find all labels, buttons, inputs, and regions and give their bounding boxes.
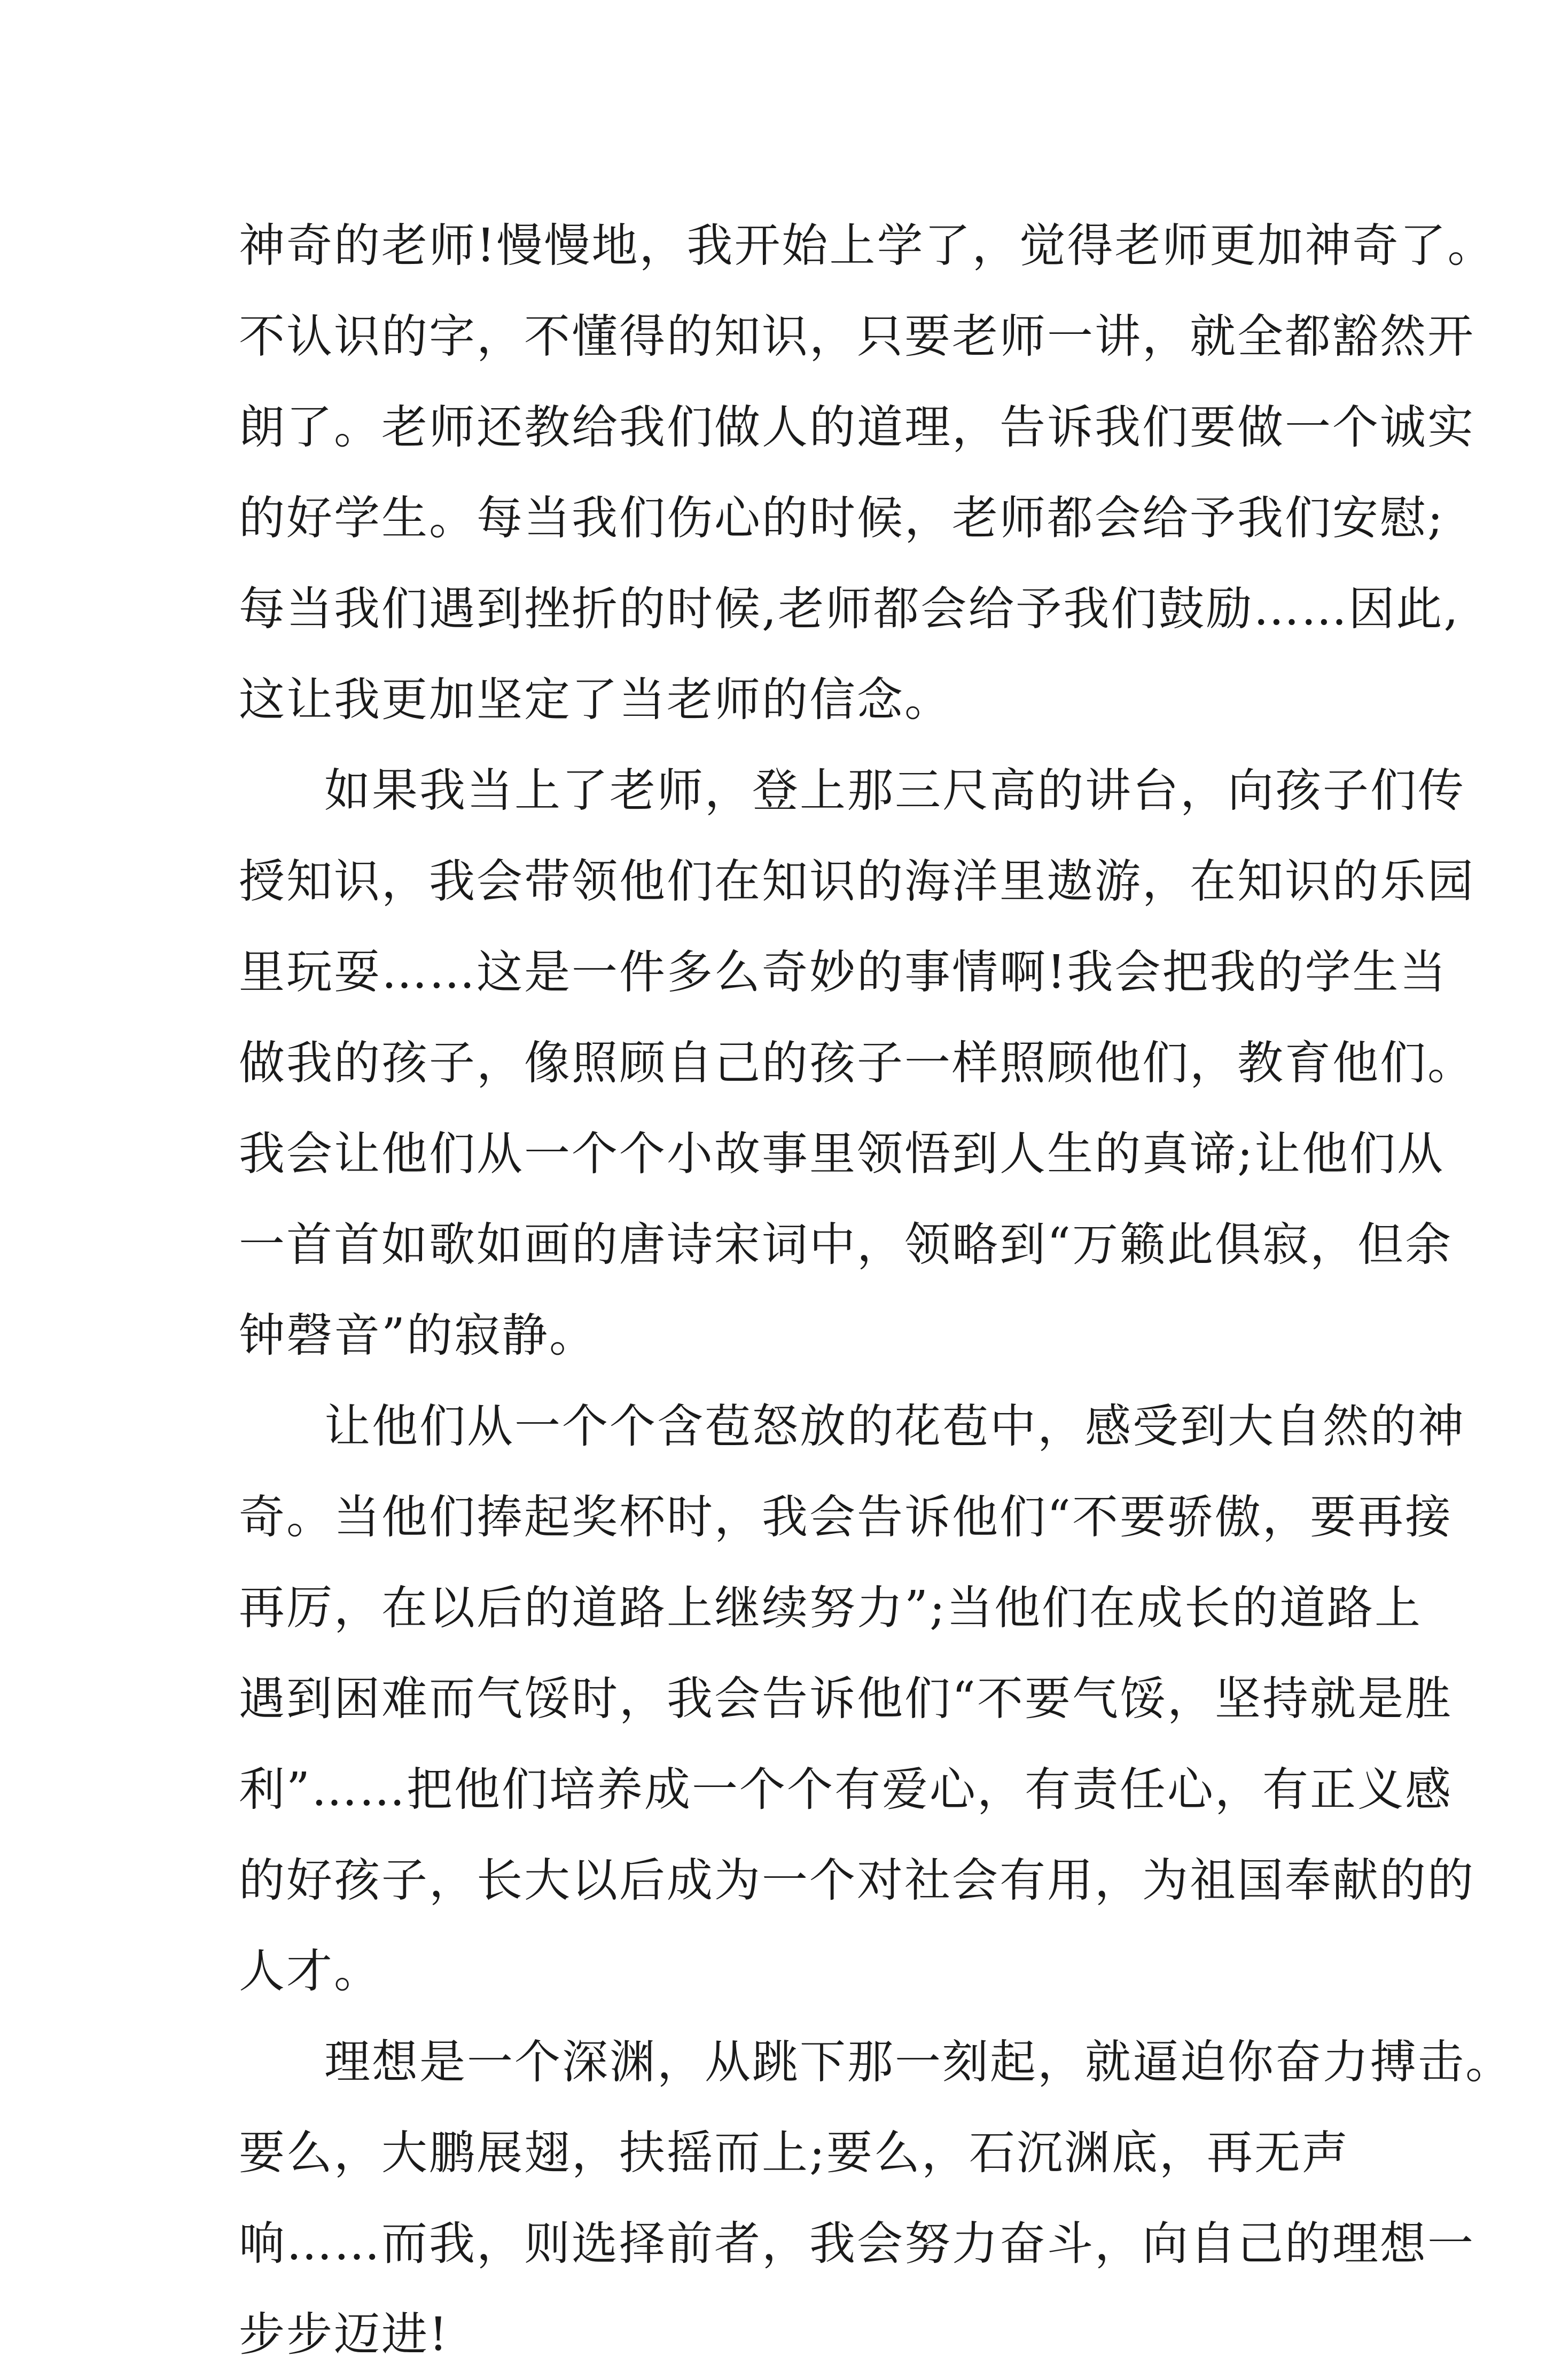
paragraph-first-line: 如果我当上了老师，登上那三尺高的讲台，向孩子们传 [324,764,1465,817]
paragraph-first-line: 理想是一个深渊，从跳下那一刻起，就逼迫你奋力搏击。 [324,2035,1513,2089]
body-text [239,200,1513,2380]
text-line: 的好孩子，长大以后成为一个对社会有用，为祖国奉献的的 [239,1854,1475,1907]
text-line: 钟磬音”的寂静。 [239,1309,597,1362]
text-line: 朗了。老师还教给我们做人的道理，告诉我们要做一个诚实 [239,401,1475,454]
text-line: 人才。 [239,1945,381,1998]
text-line: 做我的孩子，像照顾自己的孩子一样照顾他们，教育他们。 [239,1036,1475,1090]
paragraph-first-line: 让他们从一个个含苞怒放的花苞中，感受到大自然的神 [324,1400,1465,1453]
text-line: 这让我更加坚定了当老师的信念。 [239,673,952,727]
text-line: 授知识，我会带领他们在知识的海洋里遨游，在知识的乐园 [239,855,1475,908]
text-line: 不认识的字，不懂得的知识，只要老师一讲，就全都豁然开 [239,310,1475,363]
text-line: 遇到困难而气馁时，我会告诉他们“不要气馁，坚持就是胜 [239,1672,1453,1726]
text-line: 响……而我，则选择前者，我会努力奋斗，向自己的理想一 [239,2217,1475,2270]
text-line: 的好学生。每当我们伤心的时候，老师都会给予我们安慰; [239,491,1445,545]
text-line: 神奇的老师!慢慢地，我开始上学了，觉得老师更加神奇了。 [239,219,1495,272]
text-line: 要么，大鹏展翅，扶摇而上;要么，石沉渊底，再无声 [239,2126,1349,2180]
text-line: 里玩耍……这是一件多么奇妙的事情啊!我会把我的学生当 [239,946,1448,999]
text-line: 一首首如歌如画的唐诗宋词中，领略到“万籁此俱寂，但余 [239,1218,1453,1271]
text-line: 奇。当他们捧起奖杯时，我会告诉他们“不要骄傲，要再接 [239,1491,1453,1544]
text-line: 我会让他们从一个个小故事里领悟到人生的真谛;让他们从 [239,1127,1445,1181]
text-line: 每当我们遇到挫折的时候,老师都会给予我们鼓励……因此, [239,582,1460,636]
text-line: 利”……把他们培养成一个个有爱心，有责任心，有正义感 [239,1763,1453,1816]
text-line: 再厉，在以后的道路上继续努力”;当他们在成长的道路上 [239,1581,1422,1635]
text-line: 步步迈进! [239,2308,449,2361]
